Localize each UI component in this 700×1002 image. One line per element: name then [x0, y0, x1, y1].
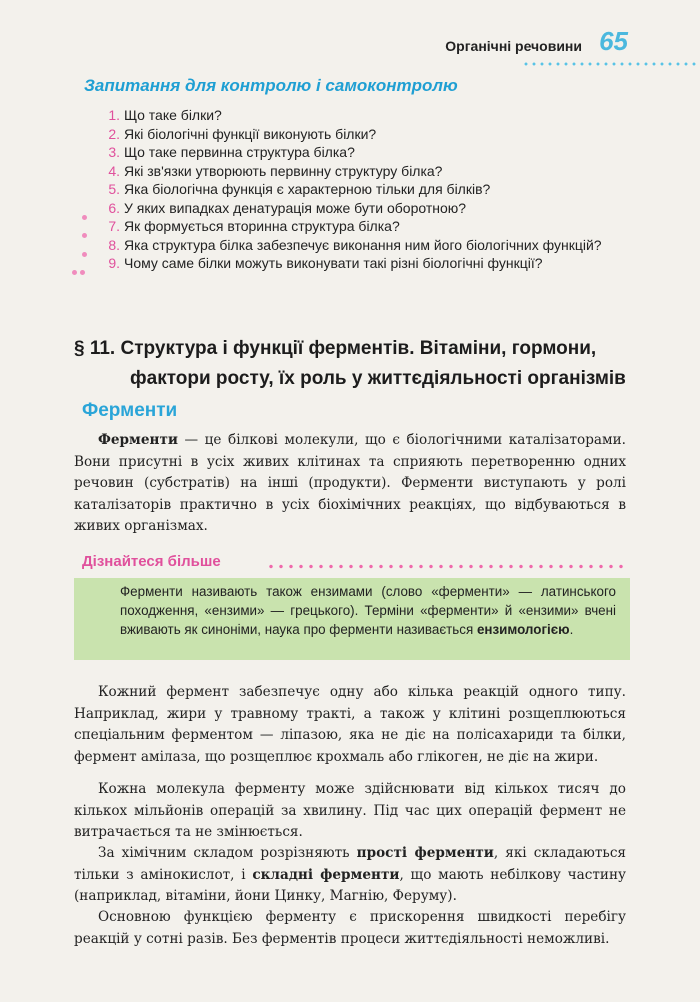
- body-paragraph-1: Кожний фермент забезпечує одну або кілька реакцій одного типу. Наприклад, жири у травному тракті, а також у клітині розщеплюються спеціальним ферментом — ліпазою, яка не діє на полісахариди та білки, фермент амілаза, що розщеплює крохмаль або глікоген, не діє на жири.: [74, 684, 626, 765]
- question-number: 9.: [108, 255, 120, 271]
- p3-text-a: За хімічним складом розрізняють: [98, 845, 357, 861]
- question-number: 7.: [108, 218, 120, 234]
- learn-more-heading: Дізнайтеся більше: [82, 553, 221, 570]
- learn-more-text-part: Ферменти називають також ензимами (слово «ферменти» — латинського походження, «ензими» — грецького). Терміни «ферменти» й «ензими» вчені вживають як синоніми, наука про ферменти називається: [120, 584, 616, 637]
- learn-more-box: [74, 578, 630, 660]
- question-number: 3.: [108, 144, 120, 160]
- question-text: Що таке білки?: [124, 107, 222, 123]
- question-text: Як формується вторинна структура білка?: [124, 218, 400, 234]
- question-item: [70, 217, 630, 236]
- page-header: [0, 24, 700, 64]
- p3-text-c: , які складаються тільки з амінокислот, і: [74, 845, 627, 883]
- intro-paragraph: [74, 430, 626, 538]
- header-dotted-rule: [522, 62, 700, 66]
- learn-more-term: ензимологією: [476, 622, 570, 637]
- question-item: [70, 180, 630, 199]
- body-paragraph-4: Основною функцією ферменту є прискорення швидкості перебігу реакцій у сотні разів. Без ферментів процеси життєдіяльності неможливі.: [74, 909, 626, 947]
- question-text: Яка біологічна функція є характерною тільки для білків?: [124, 181, 491, 197]
- question-number: 4.: [108, 162, 120, 179]
- questions-list: [70, 106, 630, 273]
- question-number: 5.: [108, 181, 120, 197]
- running-title: Органічні речовини: [445, 38, 582, 54]
- learn-more-text-end: .: [569, 622, 574, 637]
- intro-term: Ферменти: [98, 432, 178, 448]
- learn-more-dotted-rule: [266, 564, 626, 569]
- question-number: 6.: [108, 199, 120, 216]
- simple-enzymes-term: прості ферменти: [356, 845, 494, 861]
- question-item: [70, 106, 630, 125]
- question-text: Які біологічні функції виконують білки?: [124, 125, 377, 142]
- question-text: Які зв'язки утворюють первинну структуру білка?: [124, 162, 443, 179]
- difficulty-dots: [82, 243, 90, 248]
- subheading-enzymes: Ферменти: [82, 400, 178, 421]
- section-title: [74, 334, 634, 394]
- question-text: Яка структура білка забезпечує виконання ним його біологічних функцій?: [124, 236, 602, 253]
- question-text: У яких випадках денатурація може бути оборотною?: [124, 199, 467, 216]
- question-item: [70, 254, 630, 273]
- question-item: [70, 162, 630, 181]
- question-item: [70, 125, 630, 144]
- p3-text-e: , що мають небілкову частину (наприклад, вітаміни, йони Цинку, Магнію, Феруму).: [74, 866, 627, 904]
- difficulty-dots: [82, 224, 90, 229]
- questions-title: Запитання для контролю і самоконтролю: [84, 76, 458, 95]
- question-item: [70, 236, 630, 255]
- question-item: [70, 143, 630, 162]
- question-text: Чому саме білки можуть виконувати такі різні біологічні функції?: [124, 255, 543, 271]
- question-number: 1.: [108, 107, 120, 123]
- page-number: 65: [599, 26, 628, 56]
- section-title-line2: фактори росту, їх роль у життєдіяльності організмів: [130, 368, 626, 389]
- section-title-line1: § 11. Структура і функції ферментів. Вітаміни, гормони,: [74, 338, 597, 359]
- question-number: 8.: [108, 236, 120, 253]
- intro-text: — це білкові молекули, що є біологічними каталізаторами. Вони присутні в усіх живих клітинах та сприяють перетворенню одних речовин (субстратів) на інші (продукти). Ферменти виступають у ролі каталізаторів практично в усіх біохімічних реакціях, що відбуваються в живих організмах.: [74, 432, 626, 534]
- body-paragraph-2: Кожна молекула ферменту може здійснювати від кількох тисяч до кількох мільйонів операцій за хвилину. Під час цих операцій фермент не витрачається та не змінюється.: [74, 781, 626, 840]
- question-item: [70, 199, 630, 218]
- difficulty-dots: [82, 206, 90, 211]
- learn-more-text: [120, 582, 616, 639]
- question-number: 2.: [108, 125, 120, 142]
- question-text: Що таке первинна структура білка?: [124, 144, 355, 160]
- body-paragraph-3: [74, 843, 626, 908]
- difficulty-dots: [72, 261, 88, 266]
- complex-enzymes-term: складні ферменти: [252, 866, 400, 883]
